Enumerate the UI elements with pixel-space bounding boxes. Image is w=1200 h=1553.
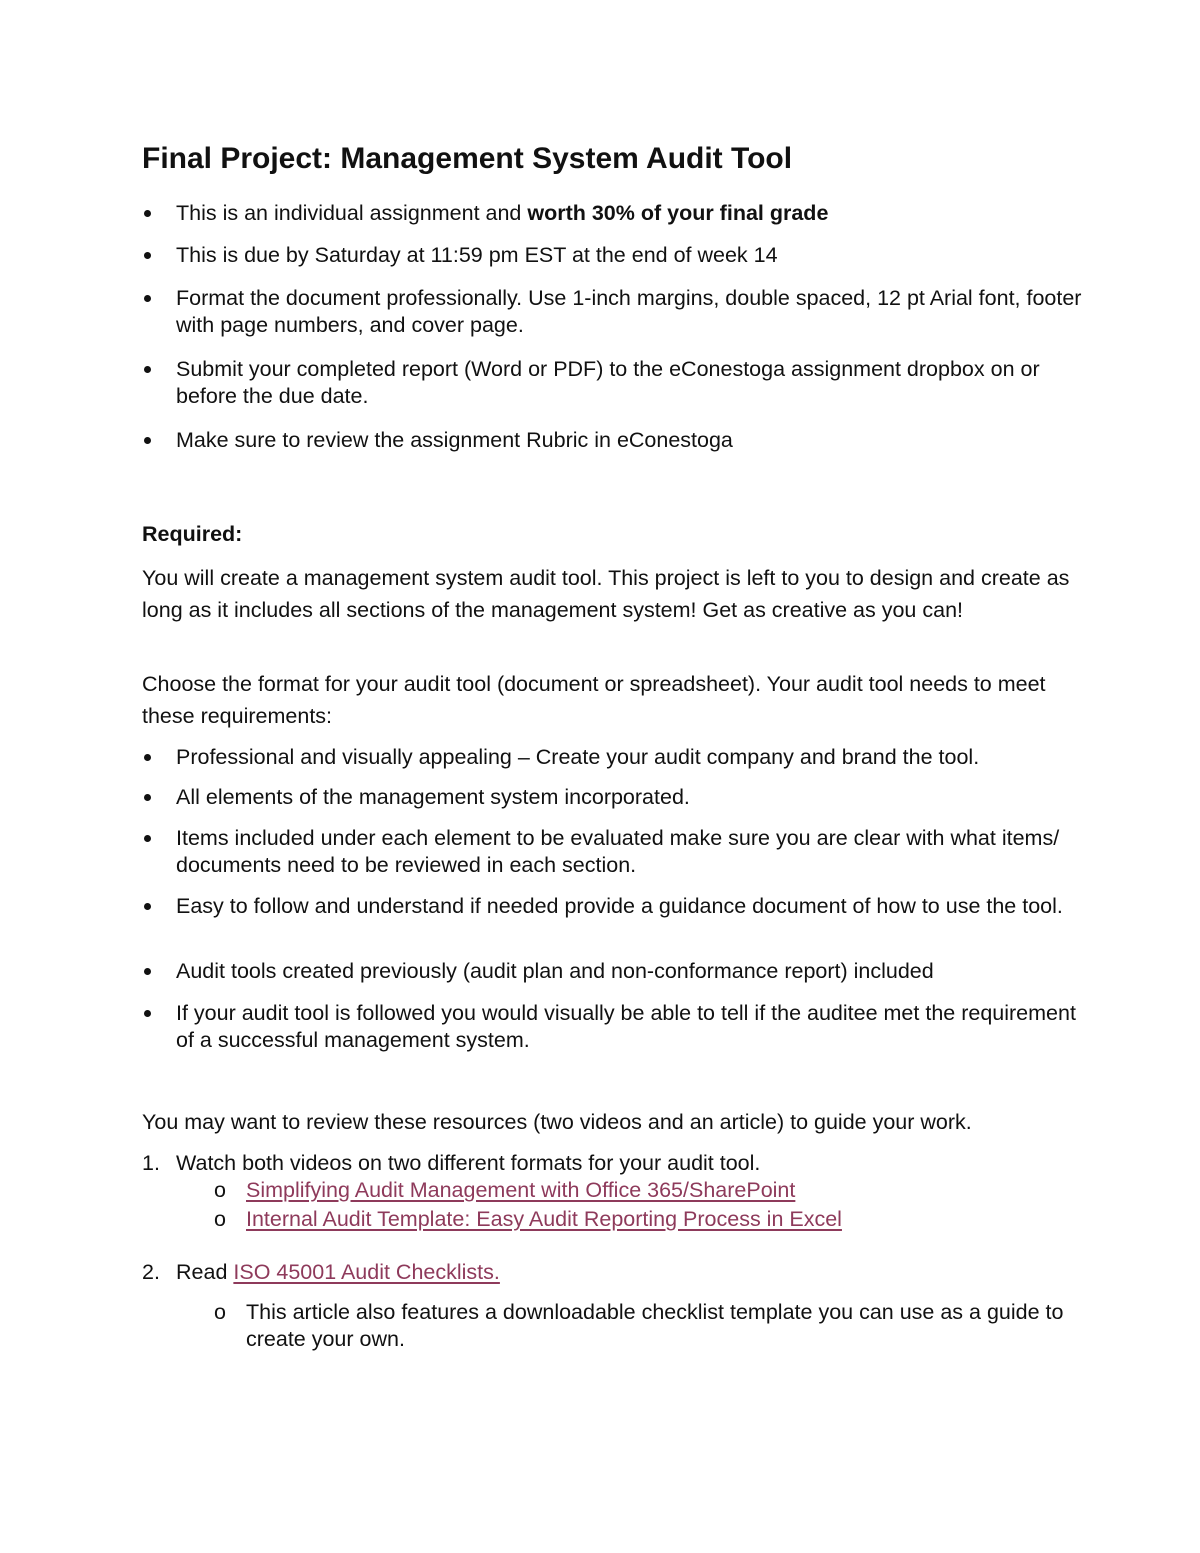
bullet-icon xyxy=(144,835,151,842)
sub-bullet-icon: o xyxy=(214,1178,226,1202)
bullet-icon xyxy=(144,252,151,259)
step-text: Watch both videos on two different formats for your audit tool. xyxy=(176,1151,761,1175)
bullet-text: Professional and visually appealing – Create your audit company and brand the tool. xyxy=(176,745,980,769)
bullet-icon xyxy=(144,366,151,373)
bullet-text: All elements of the management system incorporated. xyxy=(176,785,690,809)
excel-video-link[interactable]: Internal Audit Template: Easy Audit Reporting Process in Excel xyxy=(246,1207,842,1231)
step-text: Read xyxy=(176,1260,234,1284)
bullet-icon xyxy=(144,437,151,444)
document-title: Final Project: Management System Audit Tool xyxy=(142,142,793,175)
sub-bullet-icon: o xyxy=(214,1207,226,1231)
bullet-text: This is an individual assignment and xyxy=(176,201,528,225)
step-number: 2. xyxy=(142,1260,160,1284)
bullet-text: Items included under each element to be evaluated make sure you are clear with what items/ documents need to be reviewed in each section. xyxy=(176,826,1060,877)
resources-intro: You may want to review these resources (two videos and an article) to guide your work. xyxy=(142,1110,972,1134)
bullet-text: This is due by Saturday at 11:59 pm EST at the end of week 14 xyxy=(176,243,778,267)
article-note-text: This article also features a downloadable checklist template you can use as a guide to create your own. xyxy=(246,1300,1064,1351)
sub-bullet-icon: o xyxy=(214,1300,226,1324)
bullet-icon xyxy=(144,754,151,761)
bullet-icon xyxy=(144,295,151,302)
bullet-icon xyxy=(144,210,151,217)
step-number: 1. xyxy=(142,1151,160,1175)
required-paragraph: You will create a management system audit tool. This project is left to you to design and create as long as it includes all sections of the management system! Get as creative as you can! xyxy=(142,566,1070,622)
bullet-text: Audit tools created previously (audit plan and non-conformance report) included xyxy=(176,959,934,983)
bullet-text: Easy to follow and understand if needed provide a guidance document of how to use the tool. xyxy=(176,894,1063,918)
bullet-text: Make sure to review the assignment Rubric in eConestoga xyxy=(176,428,733,452)
bullet-icon xyxy=(144,903,151,910)
bullet-icon xyxy=(144,794,151,801)
bullet-bold-text: worth 30% of your final grade xyxy=(527,201,829,225)
iso-checklist-link[interactable]: ISO 45001 Audit Checklists. xyxy=(233,1260,500,1284)
required-heading: Required: xyxy=(142,522,243,546)
sharepoint-video-link[interactable]: Simplifying Audit Management with Office 365/SharePoint xyxy=(246,1178,796,1202)
bullet-text: If your audit tool is followed you would visually be able to tell if the auditee met the requirement of a successful management system. xyxy=(176,1001,1076,1052)
bullet-text: Submit your completed report (Word or PDF) to the eConestoga assignment dropbox on or before the due date. xyxy=(176,357,1040,408)
bullet-text: Format the document professionally. Use 1-inch margins, double spaced, 12 pt Arial font, footer with page numbers, and cover page. xyxy=(176,286,1082,337)
bullet-icon xyxy=(144,1010,151,1017)
format-paragraph: Choose the format for your audit tool (document or spreadsheet). Your audit tool needs to meet these requirements: xyxy=(142,672,1046,728)
bullet-icon xyxy=(144,968,151,975)
